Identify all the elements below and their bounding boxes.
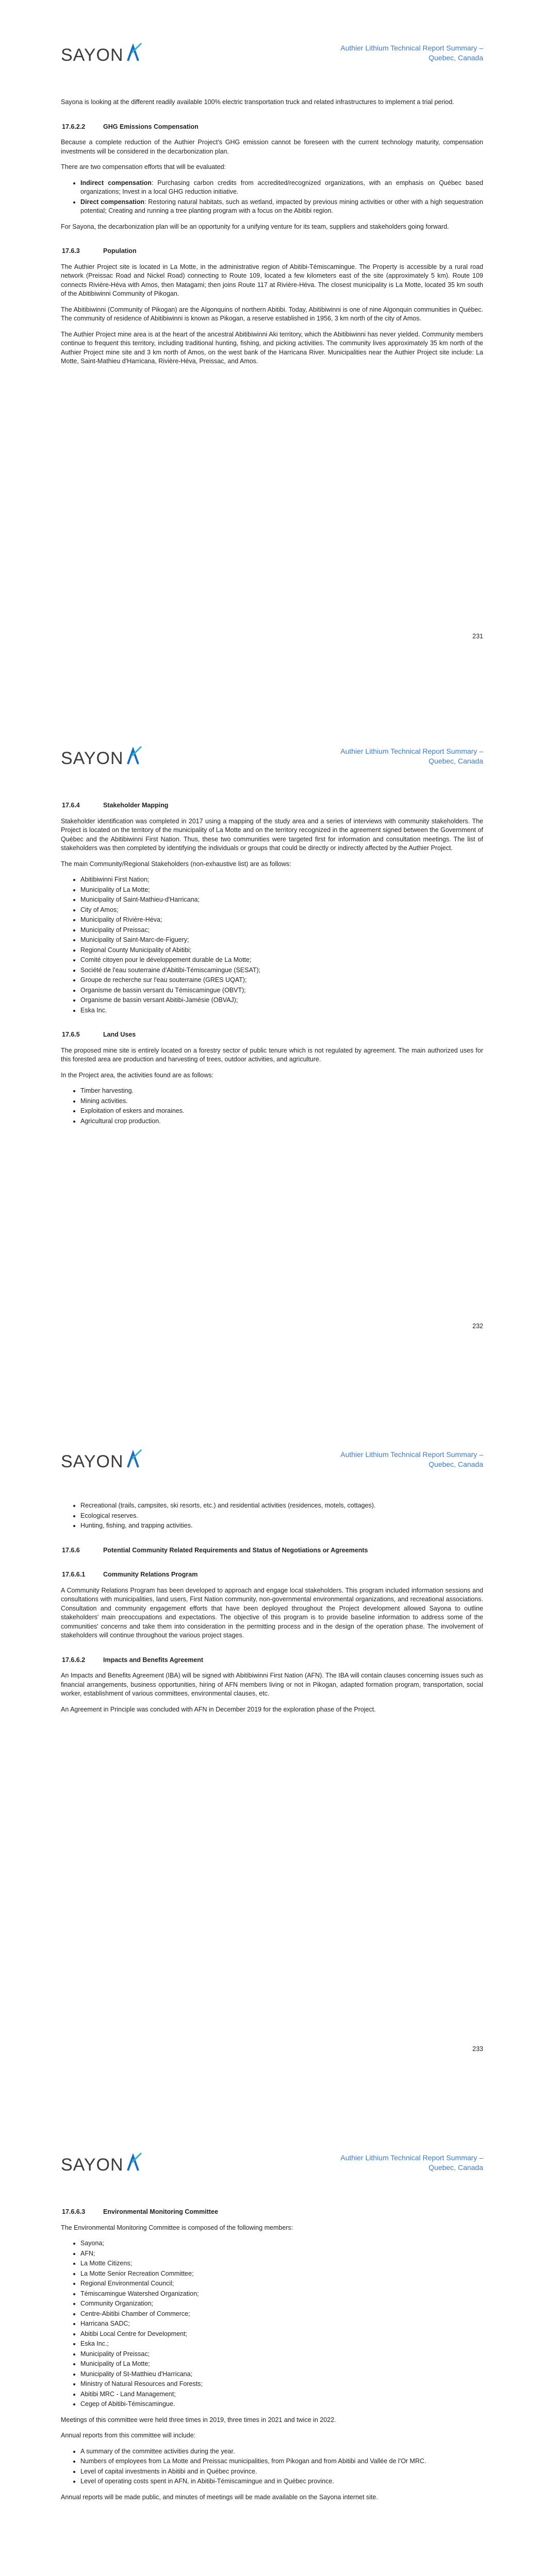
section-heading: 17.6.5 Land Uses: [62, 1031, 136, 1038]
section-heading: 17.6.6.2 Impacts and Benefits Agreement: [62, 1656, 204, 1664]
page-header: [61, 0, 483, 98]
list-item: • Mining activities.: [80, 1097, 483, 1106]
list-item: • Témiscamingue Watershed Organization;: [80, 2290, 483, 2299]
bullet-list: [61, 179, 483, 216]
report-title: Authier Lithium Technical Report Summary – Quebec, Canada: [340, 2154, 483, 2172]
list-item: • Groupe de recherche sur l'eau souterraine (GRES UQAT);: [80, 976, 483, 985]
paragraph: The Authier Project mine area is at the heart of the ancestral Abitibiwinni Aki territory, which the Abitibiwinni has never yielded. Community members continue to frequent this territory, including traditional hunting, fishing, and picking activities. The community lives approximately 35 km north of the Authier Project mine site and 3 km north of Amos, on the west bank of the Harricana River. Municipalities near the Authier Project site include: La Motte, Saint-Mathieu d'Harricana, Rivière-Héva, Preissac, and Amos.: [61, 330, 483, 365]
svg-text:SAYON: SAYON: [61, 2155, 124, 2175]
paragraph: In the Project area, the activities found are as follows:: [61, 1071, 213, 1079]
svg-text:SAYON: SAYON: [61, 749, 124, 768]
list-item: • Level of operating costs spent in AFN, in Abitibi-Témiscamingue and in Québec province.: [80, 2477, 483, 2486]
svg-text:SAYON: SAYON: [61, 1452, 124, 1471]
list-item: • Municipality of Saint-Mathieu-d'Harricana;: [80, 895, 483, 905]
list-item: • Abitibi MRC - Land Management;: [80, 2390, 483, 2399]
stakeholder-list: [61, 875, 483, 1015]
report-title: Authier Lithium Technical Report Summary – Quebec, Canada: [340, 747, 483, 765]
page-header: [61, 1406, 483, 1504]
list-item: • Timber harvesting.: [80, 1087, 483, 1096]
page-number: 231: [472, 633, 483, 640]
paragraph: There are two compensation efforts that will be evaluated:: [61, 163, 226, 171]
page-number: 233: [472, 2045, 483, 2053]
committee-members-list: [61, 2239, 483, 2409]
list-item: • Municipality of Preissac;: [80, 926, 483, 935]
list-item: • Hunting, fishing, and trapping activities.: [80, 1521, 483, 1531]
section-heading: 17.6.4 Stakeholder Mapping: [62, 802, 169, 809]
sayona-logo: [61, 42, 143, 69]
paragraph: For Sayona, the decarbonization plan will be an opportunity for a unifying venture for its team, suppliers and stakeholders going forward.: [61, 223, 449, 230]
list-item: • Abitibi Local Centre for Development;: [80, 2330, 483, 2339]
activity-list: [61, 1087, 483, 1126]
activity-list: [61, 1501, 483, 1531]
list-item: • AFN;: [80, 2249, 483, 2259]
paragraph: Sayona is looking at the different readily available 100% electric transportation truck and related infrastructures to implement a trial period.: [61, 98, 454, 106]
list-item: • Société de l'eau souterraine d'Abitibi-Témiscamingue (SESAT);: [80, 966, 483, 975]
list-item: • Municipality of La Motte;: [80, 886, 483, 895]
list-item: • Regional Environmental Council;: [80, 2279, 483, 2289]
paragraph: The Environmental Monitoring Committee is composed of the following members:: [61, 2224, 293, 2231]
annual-report-list: [61, 2447, 483, 2486]
list-item: • Municipality of La Motte;: [80, 2360, 483, 2369]
paragraph: Meetings of this committee were held three times in 2019, three times in 2021 and twice in 2022.: [61, 2416, 336, 2424]
list-item: • Abitibiwinni First Nation;: [80, 875, 483, 885]
list-item: • Level of capital investments in Abitibi and in Québec province.: [80, 2467, 483, 2477]
section-heading: 17.6.6.1 Community Relations Program: [62, 1571, 198, 1578]
paragraph: A Community Relations Program has been developed to approach and engage local stakeholders. This program included information sessions and consultations with municipalities, land users, First Nation community, non-governmental environmental organizations, and recreational associations. Consultation and community engagement efforts that have been deployed throughout the Project development allowed Sayona to outline stakeholders' main preoccupations and expectations. The objective of this program is to provide baseline information to address some of the communities' concerns and take them into consideration in the permitting process and in the design of the operation phase. The involvement of stakeholders will continue throughout the various project stages.: [61, 1586, 483, 1639]
list-item: • Municipality of St-Matthieu d'Harricana;: [80, 2370, 483, 2379]
paragraph: The main Community/Regional Stakeholders (non-exhaustive list) are as follows:: [61, 860, 291, 868]
list-item: • Eska Inc.: [80, 1006, 483, 1015]
report-title: Authier Lithium Technical Report Summary – Quebec, Canada: [340, 44, 483, 62]
list-item: • Numbers of employees from La Motte and Preissac municipalities, from Pikogan and from Abitibi and Vallée de l'Or MRC.: [80, 2457, 483, 2466]
list-item: • Ministry of Natural Resources and Forests;: [80, 2380, 483, 2389]
paragraph: The Authier Project site is located in La Motte, in the administrative region of Abitibi-Témiscamingue. The Property is accessible by a rural road network (Preissac Road and Nickel Road) connecting to Route 109, located a few kilometers east of the site (approximately 5 km). Route 109 connects Rivière-Héva with Amos, then Matagami; then joins Route 117 at Rivière-Héva. The closest municipality is La Motte, located 35 km south of the Abitibiwinni Community of Pikogan.: [61, 263, 483, 297]
section-heading: 17.6.6.3 Environmental Monitoring Committee: [62, 2208, 218, 2215]
paragraph: The Abitibiwinni (Community of Pikogan) are the Algonquins of northern Abitibi. Today, Abitibiwinni is one of nine Algonquin communities in Québec. The community of residence of Abitibiwinni is known as Pikogan, a reserve established in 1956, 3 km north of the city of Amos.: [61, 306, 483, 322]
sayona-logo: [61, 1449, 143, 1475]
section-heading: 17.6.6 Potential Community Related Requirements and Status of Negotiations or Agreements: [62, 1546, 368, 1554]
paragraph: Because a complete reduction of the Authier Project's GHG emission cannot be foreseen with the current technology maturity, compensation investments will be considered in the decarbonization plan.: [61, 139, 483, 155]
paragraph: Annual reports will be made public, and minutes of meetings will be made available on the Sayona internet site.: [61, 2493, 378, 2501]
list-item: • Recreational (trails, campsites, ski resorts, etc.) and residential activities (residences, motels, cottages).: [80, 1501, 483, 1511]
section-heading: 17.6.3 Population: [62, 247, 137, 255]
list-item: • Municipality of Rivière-Héva;: [80, 916, 483, 925]
page-231: [0, 0, 544, 703]
paragraph: Stakeholder identification was completed in 2017 using a mapping of the study area and a series of interviews with community stakeholders. The Project is located on the territory of the municipality of La Motte and on the territory recognized in the agreement signed between the Government of Québec and the Abitibiwinni First Nation. Thus, these two communities were targeted first for information and consultation meetings. The list of stakeholders was then completed by identifying the individuals or groups that could be directly or indirectly affected by the Authier Project.: [61, 817, 483, 852]
paragraph: An Impacts and Benefits Agreement (IBA) will be signed with Abitibiwinni First Nation (AFN). The IBA will contain clauses concerning issues such as financial arrangements, business opportunities, hiring of AFN members living or not in Pikogan, adapted formation program, transportation, social worker, establishment of various committees, environmental clauses, etc.: [61, 1672, 483, 1697]
paragraph: An Agreement in Principle was concluded with AFN in December 2019 for the exploration phase of the Project.: [61, 1705, 376, 1713]
page-header: [61, 703, 483, 801]
page-header: [61, 2110, 483, 2208]
page-233: [0, 1406, 544, 2110]
list-item: • Comité citoyen pour le développement durable de La Motte;: [80, 956, 483, 965]
list-item: • Harricana SADC;: [80, 2319, 483, 2329]
page-234: [0, 2110, 544, 2576]
paragraph: The proposed mine site is entirely located on a forestry sector of public tenure which is not regulated by agreement. The main authorized uses for this forested area are production and harvesting of trees, outdoor activities, and agriculture.: [61, 1046, 483, 1063]
list-item: • City of Amos;: [80, 906, 483, 915]
paragraph: Annual reports from this committee will include:: [61, 2432, 196, 2439]
page-232: [0, 703, 544, 1406]
list-item: • Sayona;: [80, 2239, 483, 2248]
list-item: • Eska Inc.;: [80, 2340, 483, 2349]
list-item: • Community Organization;: [80, 2299, 483, 2309]
list-item: • Ecological reserves.: [80, 1512, 483, 1521]
list-item: • Indirect compensation: Purchasing carbon credits from accredited/recognized organizations, with an emphasis on Québec based organizations; Invest in a local GHG reduction initiative.: [80, 179, 483, 197]
list-item: • A summary of the committee activities during the year.: [80, 2447, 483, 2456]
report-title: Authier Lithium Technical Report Summary – Quebec, Canada: [340, 1450, 483, 1468]
list-item: • La Motte Senior Recreation Committee;: [80, 2269, 483, 2279]
sayona-logo: [61, 745, 143, 772]
section-heading: 17.6.2.2 GHG Emissions Compensation: [62, 123, 199, 130]
list-item: • Organisme de bassin versant du Témiscamingue (OBVT);: [80, 986, 483, 995]
list-item: • Municipality of Saint-Marc-de-Figuery;: [80, 936, 483, 945]
list-item: • Direct compensation: Restoring natural habitats, such as wetland, impacted by previous mining activities or other with a high sequestration potential; Creating and running a tree planting program with a focus on the Abitibi region.: [80, 198, 483, 216]
list-item: • Exploitation of eskers and moraines.: [80, 1107, 483, 1116]
list-item: • Centre-Abitibi Chamber of Commerce;: [80, 2310, 483, 2319]
list-item: • La Motte Citizens;: [80, 2259, 483, 2268]
list-item: • Agricultural crop production.: [80, 1117, 483, 1126]
list-item: • Municipality of Preissac;: [80, 2350, 483, 2359]
list-item: • Regional County Municipality of Abitibi;: [80, 946, 483, 955]
sayona-logo: [61, 2152, 143, 2178]
svg-text:SAYON: SAYON: [61, 45, 124, 65]
list-item: • Organisme de bassin versant Abitibi-Jamésie (OBVAJ);: [80, 996, 483, 1005]
list-item: • Cegep of Abitibi-Témiscamingue.: [80, 2400, 483, 2409]
page-number: 232: [472, 1323, 483, 1330]
